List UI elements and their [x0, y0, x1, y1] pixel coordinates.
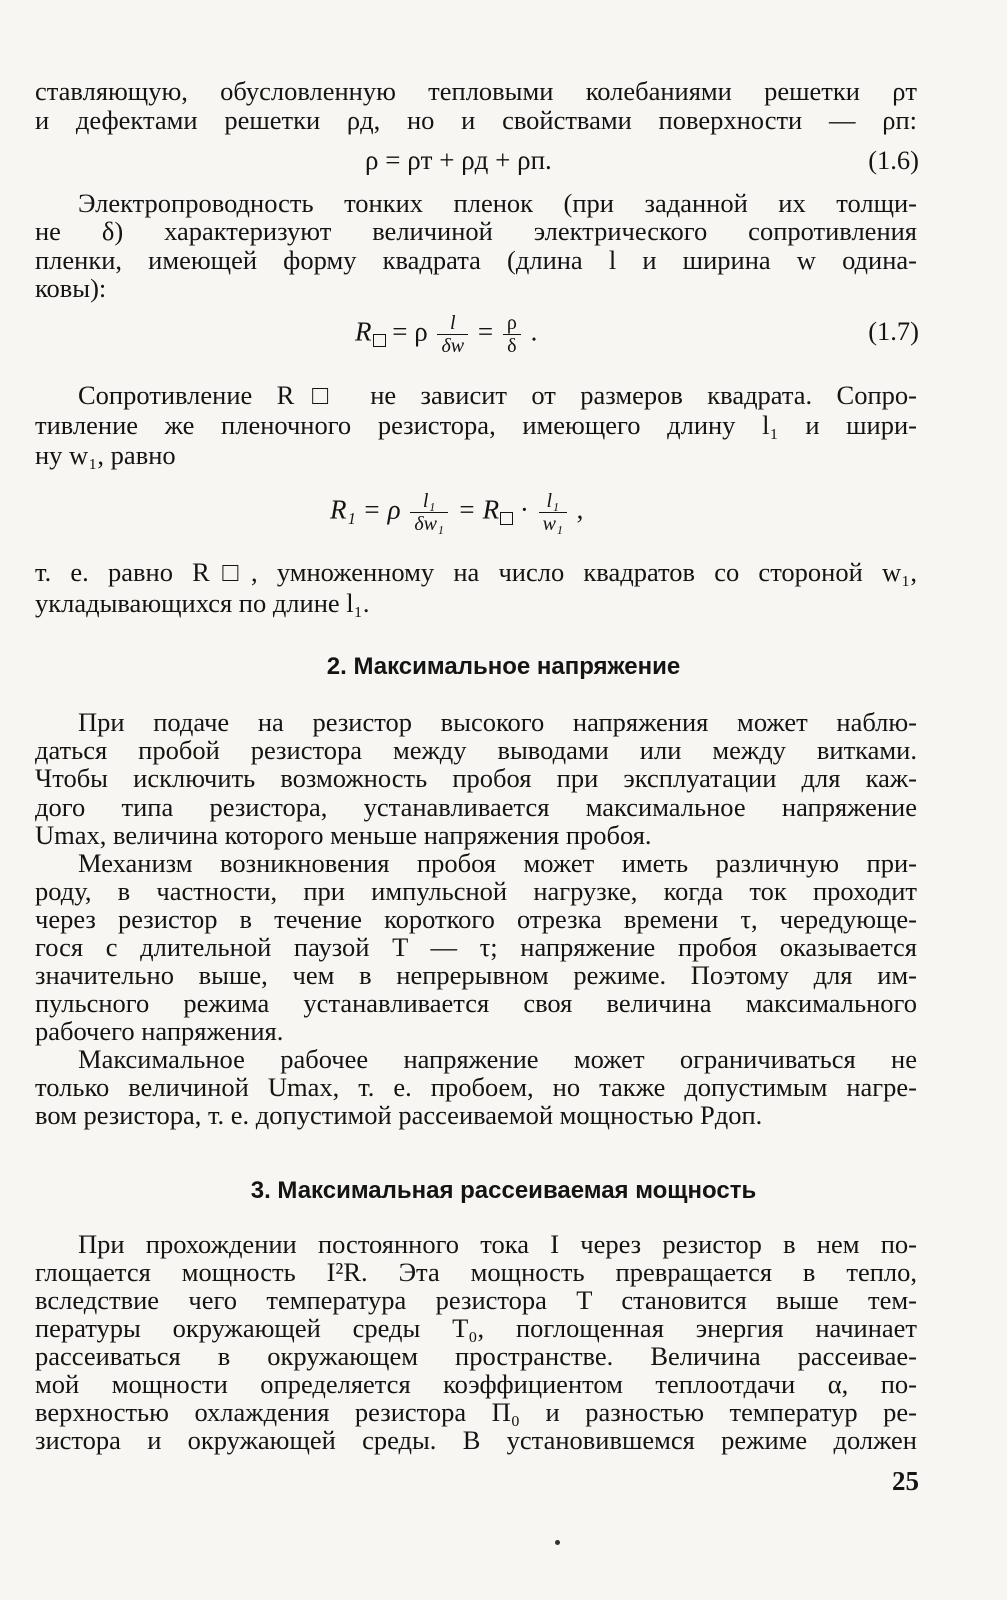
- text-line: даться пробой резистора между выводами или между витками.: [35, 735, 917, 765]
- eq-text: =: [477, 316, 494, 347]
- fraction-denominator: δ: [507, 335, 517, 357]
- text-line: Максимальное рабочее напряжение может ограничиваться не: [78, 1044, 917, 1074]
- text-line: укладывающихся по длине l₁.: [35, 588, 370, 618]
- text-line: ну w₁, равно: [35, 440, 176, 470]
- eq-text: ·: [519, 494, 529, 525]
- text-line: только величиной Umax, т. е. пробоем, но также допустимым нагре-: [35, 1072, 917, 1102]
- text-line: тивление же пленочного резистора, имеющего длину l₁ и шири-: [35, 410, 917, 440]
- text-line: Сопротивление R□ не зависит от размеров квадрата. Сопро-: [78, 380, 917, 410]
- print-speck: [555, 1540, 560, 1545]
- text-line: Механизм возникновения пробоя может иметь различную при-: [78, 848, 917, 878]
- text-line: значительно выше, чем в непрерывном режиме. Поэтому для им-: [35, 960, 917, 990]
- eq-text: = ρ: [392, 316, 428, 347]
- text-line: Электропроводность тонких пленок (при заданной их толщи-: [78, 188, 917, 218]
- fraction: [437, 312, 468, 357]
- square-symbol: [500, 512, 513, 525]
- text-line: зистора и окружающей среды. В установившемся режиме должен: [35, 1425, 917, 1455]
- text-line: рассеиваться в окружающем пространстве. Величина рассеивае-: [35, 1341, 917, 1371]
- fraction: [410, 490, 448, 535]
- equation-1-7: [355, 312, 537, 357]
- text-line: рабочего напряжения.: [35, 1016, 284, 1046]
- equation-1-6: ρ = ρт + ρд + ρп.: [365, 145, 552, 175]
- text-line: При подаче на резистор высокого напряжения может наблю-: [78, 707, 917, 737]
- fraction-denominator: δw₁: [414, 513, 444, 535]
- fraction-denominator: δw: [441, 335, 465, 357]
- text-line: вом резистора, т. е. допустимой рассеиваемой мощностью Pдоп.: [35, 1100, 763, 1130]
- text-line: роду, в частности, при импульсной нагрузке, когда ток проходит: [35, 876, 917, 906]
- text-line: глощается мощность I²R. Эта мощность превращается в тепло,: [35, 1257, 917, 1287]
- fraction-numerator: l₁: [410, 490, 448, 513]
- text-line: через резистор в течение короткого отрезка времени τ, чередующе-: [35, 904, 917, 934]
- section-heading: 3. Максимальная рассеиваемая мощность: [250, 1177, 757, 1204]
- equation-number: (1.6): [868, 145, 919, 175]
- eq-text: ,: [576, 494, 584, 525]
- text-line: ковы):: [35, 273, 107, 303]
- square-symbol: [373, 334, 386, 347]
- fraction: [503, 312, 521, 357]
- eq-text: R₁ = ρ: [330, 494, 401, 525]
- fraction: [539, 490, 567, 535]
- equation-resistance: [330, 490, 583, 535]
- fraction-numerator: ρ: [503, 312, 521, 335]
- text-line: мой мощности определяется коэффициентом теплоотдачи α, по-: [35, 1369, 917, 1399]
- text-line: не δ) характеризуют величиной электрического сопротивления: [35, 216, 917, 246]
- text-line: пленки, имеющей форму квадрата (длина l и ширина w одина-: [35, 245, 917, 275]
- equation-number: (1.7): [868, 316, 919, 346]
- text-line: верхностью охлаждения резистора П₀ и разностью температур ре-: [35, 1397, 917, 1427]
- section-heading: 2. Максимальное напряжение: [326, 653, 681, 680]
- eq-text: .: [530, 316, 538, 347]
- fraction-numerator: l: [437, 312, 468, 335]
- text-line: и дефектами решетки ρд, но и свойствами поверхности — ρп:: [35, 105, 917, 135]
- text-line: При прохождении постоянного тока I через резистор в нем по-: [78, 1229, 917, 1259]
- eq-text: = R: [457, 494, 500, 525]
- text-line: дого типа резистора, устанавливается максимальное напряжение: [35, 792, 917, 822]
- text-line: т. е. равно R□, умноженному на число квадратов со стороной w₁,: [35, 557, 917, 587]
- text-line: гося с длительной паузой T — τ; напряжение пробоя оказывается: [35, 932, 917, 962]
- text-line: пульсного режима устанавливается своя величина максимального: [35, 988, 917, 1018]
- fraction-numerator: l₁: [539, 490, 567, 513]
- text-line: Чтобы исключить возможность пробоя при эксплуатации для каж-: [35, 763, 917, 793]
- text-line: Umax, величина которого меньше напряжения пробоя.: [35, 820, 652, 850]
- text-line: пературы окружающей среды T₀, поглощенная энергия начинает: [35, 1313, 917, 1343]
- page-number: 25: [892, 1466, 919, 1496]
- text-line: ставляющую, обусловленную тепловыми колебаниями решетки ρт: [35, 76, 917, 106]
- eq-symbol: R: [355, 316, 372, 347]
- fraction-denominator: w₁: [542, 513, 563, 535]
- text-line: вследствие чего температура резистора T становится выше тем-: [35, 1285, 917, 1315]
